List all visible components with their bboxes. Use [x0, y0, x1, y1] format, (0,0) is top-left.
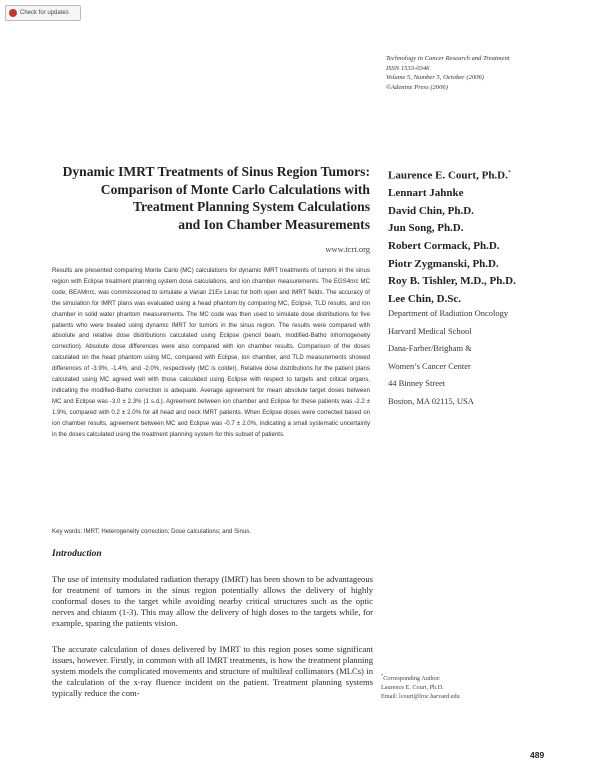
journal-volume: Volume 5, Number 5, October (2006) [386, 74, 484, 82]
paper-title [30, 163, 370, 233]
title-line: Treatment Planning System Calculations [132, 199, 370, 214]
author-name: Roy B. Tishler, M.D., Ph.D. [388, 275, 516, 288]
title-line: Dynamic IMRT Treatments of Sinus Region Tumors: [62, 164, 370, 179]
section-heading-introduction: Introduction [52, 549, 102, 559]
journal-name: Technology in Cancer Research and Treatment [386, 55, 510, 62]
affiliation-line: 44 Binney Street [388, 378, 446, 388]
author-list [388, 165, 588, 308]
footnote-name: Laurence E. Court, Ph.D. [381, 684, 444, 692]
author-name: Robert Cormack, Ph.D. [388, 240, 500, 253]
keywords: Key words: IMRT; Heterogeneity correction; Dose calculations; and Sinus. [52, 528, 252, 535]
author-name: Jun Song, Ph.D. [388, 222, 464, 235]
affiliation-line: Dana-Farber/Brigham & [388, 343, 472, 353]
affiliation [388, 305, 588, 410]
author-name: Piotr Zygmanski, Ph.D. [388, 257, 499, 270]
title-line: and Ion Chamber Measurements [178, 216, 370, 232]
check-for-updates-badge[interactable] [5, 5, 81, 21]
journal-copyright: ©Adenine Press (2006) [386, 84, 448, 92]
journal-issn: ISSN 1533-0346 [386, 64, 430, 72]
title-line: Comparison of Monte Carlo Calculations with [100, 181, 370, 197]
abstract: Results are presented comparing Monte Carlo (MC) calculations for dynamic IMRT treatments of tumors in the sinus region with Eclipse treatment planning system dose calculations, and ion chamber measurements. The EGS4nrc MC code, BEAMnrc, was commissioned to simulate a Varian 21Ex Linac for both open and IMRT fields. The accuracy of the simulation for IMRT plans was evaluated using a head phantom by comparing MC, Eclipse, TLD results, and ion chamber in solid water phantom measurements. The MC code was then used to simulate dose distributions for five patients who were treated using dynamic IMRT for tumors in the sinus region. The results were compared with absolute and relative dose distributions calculated using Eclipse (pencil beam, modified-Batho inhomogeneity correction). Absolute dose differences were also compared with ion chamber results. Comparison of the doses calculated on the head phantom using MC, compared with Eclipse, ion chamber, and TLD measurements showed differences of -3.9%, -1.4%, and -2.0%, respectively (MC is colder). Relative dose distributions for the patient plans calculated using MC agreed well with those calculated using Eclipse with respect to targets and critical organs, indicating the modified-Batho correction is adequate. Average agreement for mean absolute target doses between MC and Eclipse was -3.0 ± 2.3% (1 s.d.). Agreement between ion chamber and Eclipse for these patients was -2.2 ± 1.9%, compared with 0.2 ± 2.0% for all head and neck IMRT patients. When Eclipse doses were corrected based on ion chamber results, agreement between MC and Eclipse was -0.7 ± 2.0%, indicating a small systematic uncertainty in the doses calculated using the treatment planning system for this subset of patients. [52, 267, 370, 438]
journal-info [386, 54, 586, 93]
check-for-updates-label: Check for updates [20, 10, 69, 16]
affiliation-line: Department of Radiation Oncology [388, 308, 509, 318]
footnote-label: *Corresponding Author: [381, 673, 441, 683]
author-name: David Chin, Ph.D. [388, 204, 474, 217]
corresponding-mark: * [507, 170, 511, 176]
affiliation-line: Boston, MA 02115, USA [388, 395, 474, 406]
footnote-email[interactable]: Email: lcourt@lroc.harvard.edu [381, 693, 460, 701]
affiliation-line: Women’s Cancer Center [388, 360, 471, 371]
crossmark-icon [9, 9, 17, 17]
journal-url[interactable]: www.tcrt.org [325, 244, 370, 254]
corresponding-author-footnote [381, 671, 581, 701]
affiliation-line: Harvard Medical School [388, 325, 472, 336]
author-name: Lee Chin, D.Sc. [388, 292, 462, 305]
body-paragraph: The accurate calculation of doses delivered by IMRT to this region poses some significant issues, however. Firstly, in common with all IMRT treatments, is how the treatment planning system models the complicated movements and structure of multileaf collimators (MLCs) in the calculation of the x-ray fluence incident on the patient. Treatment planning systems typically reduce the com- [52, 644, 373, 698]
page-number: 489 [530, 750, 545, 760]
author-name: Lennart Jahnke [388, 187, 464, 200]
body-paragraph: The use of intensity modulated radiation therapy (IMRT) has been shown to be advantageous for treatment of tumors in the sinus region potentially allows the delivery of highly conformal doses to the target while avoiding nearby critical structures such as the optic nerves and chiasm (1-3). This may allow the delivery of high doses to the targets while, for example, sparing the patients vision. [52, 574, 373, 628]
author-name: Laurence E. Court, Ph.D.* [388, 169, 511, 182]
